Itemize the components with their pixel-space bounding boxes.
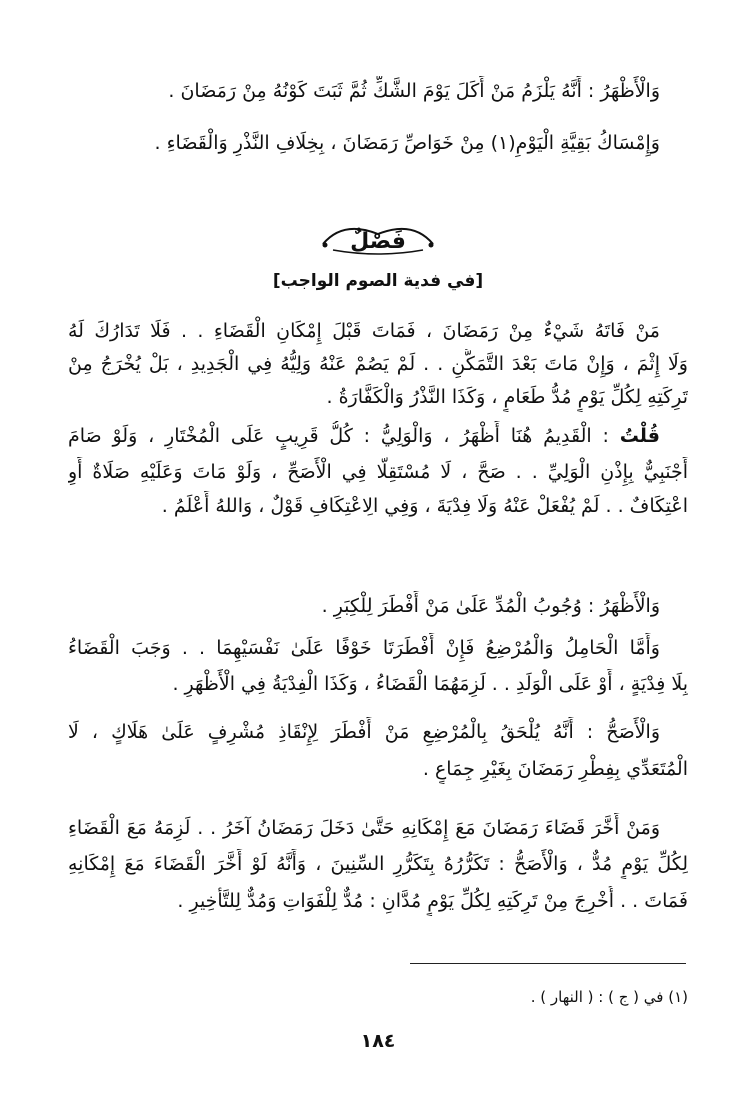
text-line: الْمُتَعَدِّي بِفِطْرِ رَمَضَانَ بِغَيْرِ جِمَاعٍ . [422, 758, 688, 780]
text-line: وَمَنْ أَخَّرَ قَضَاءَ رَمَضَانَ مَعَ إِمْكَانِهِ حَتَّىٰ دَخَلَ رَمَضَانُ آخَرُ . . لَزِمَهُ مَعَ الْقَضَاءِ [68, 817, 660, 839]
text-line: اعْتِكَافٌ . . لَمْ يُفْعَلْ عَنْهُ وَلَا فِدْيَةَ ، وَفِي الِاعْتِكَافِ قَوْلٌ ، وَاللهُ أَعْلَمُ . [161, 495, 688, 517]
text-line: بِلَا فِدْيَةٍ ، أَوْ عَلَى الْوَلَدِ . . لَزِمَهُمَا الْقَضَاءُ ، وَكَذَا الْفِدْيَةُ فِي الْأَظْهَرِ . [172, 673, 688, 695]
text-line: أَجْنَبِيٌّ بِإِذْنِ الْوَلِيِّ . . صَحَّ ، لَا مُسْتَقِلًّا فِي الْأَصَحِّ ، وَلَوْ مَاتَ وَعَلَيْهِ صَلَاةٌ أَوِ [68, 461, 688, 483]
text-line [68, 421, 660, 451]
text-line: وَإِمْسَاكُ بَقِيَّةِ الْيَوْمِ(١) مِنْ خَوَاصِّ رَمَضَانَ ، بِخِلَافِ النَّذْرِ وَالْقَضَاءِ . [154, 132, 660, 154]
text-line: وَلَا إِثْمَ ، وَإِنْ مَاتَ بَعْدَ التَّمَكُّنِ . . لَمْ يَصُمْ عَنْهُ وَلِيُّهُ فِي الْجَدِيدِ ، بَلْ يُخْرَجُ مِنْ [68, 353, 688, 375]
page-number: ١٨٤ [360, 1030, 396, 1052]
text-line: فَمَاتَ . . أُخْرِجَ مِنْ تَرِكَتِهِ لِكُلِّ يَوْمٍ مُدَّانِ : مُدٌّ لِلْفَوَاتِ وَمُدٌّ لِلتَّأْخِيرِ . [177, 890, 688, 912]
text-span: : الْقَدِيمُ هُنَا أَظْهَرُ ، وَالْوَلِيُّ : كُلُّ قَرِيبٍ عَلَى الْمُخْتَارِ ، وَلَوْ صَامَ [68, 425, 620, 447]
footnote: (١) في ( ج ) : ( النهار ) . [530, 988, 688, 1006]
footnote-divider [410, 963, 686, 964]
text-line: وَالْأَصَحُّ : أَنَّهُ يُلْحَقُ بِالْمُرْضِعِ مَنْ أَفْطَرَ لِإِنْقَاذِ مُشْرِفٍ عَلَىٰ هَلَاكٍ ، لَا [68, 721, 660, 743]
text-line: لِكُلِّ يَوْمٍ مُدٌّ ، وَالْأَصَحُّ : تَكَرُّرُهُ بِتَكَرُّرِ السِّنِينَ ، وَأَنَّهُ لَوْ أَخَّرَ الْقَضَاءَ مَعَ إِمْكَانِهِ [68, 853, 688, 875]
section-ornament-icon [303, 214, 453, 262]
section-title: فَصْلٌ [350, 229, 406, 254]
text-line: وَالْأَظْهَرُ : أَنَّهُ يَلْزَمُ مَنْ أَكَلَ يَوْمَ الشَّكِّ ثُمَّ ثَبَتَ كَوْنُهُ مِنْ رَمَضَانَ . [168, 80, 660, 102]
text-line: مَنْ فَاتَهُ شَيْءٌ مِنْ رَمَضَانَ ، فَمَاتَ قَبْلَ إِمْكَانِ الْقَضَاءِ . . فَلَا تَدَارُكَ لَهُ [68, 320, 660, 342]
lead-word: قُلْتُ [619, 425, 660, 447]
text-line: تَرِكَتِهِ لِكُلِّ يَوْمٍ مُدُّ طَعَامٍ ، وَكَذَا النَّذْرُ وَالْكَفَّارَةُ . [326, 386, 688, 408]
section-heading: [في فدية الصوم الواجب] [272, 271, 484, 291]
text-line: وَأَمَّا الْحَامِلُ وَالْمُرْضِعُ فَإِنْ أَفْطَرَتَا خَوْفًا عَلَىٰ نَفْسَيْهِمَا . . وَجَبَ الْقَضَاءُ [68, 637, 660, 659]
text-line: وَالْأَظْهَرُ : وُجُوبُ الْمُدِّ عَلَىٰ مَنْ أَفْطَرَ لِلْكِبَرِ . [321, 595, 660, 617]
